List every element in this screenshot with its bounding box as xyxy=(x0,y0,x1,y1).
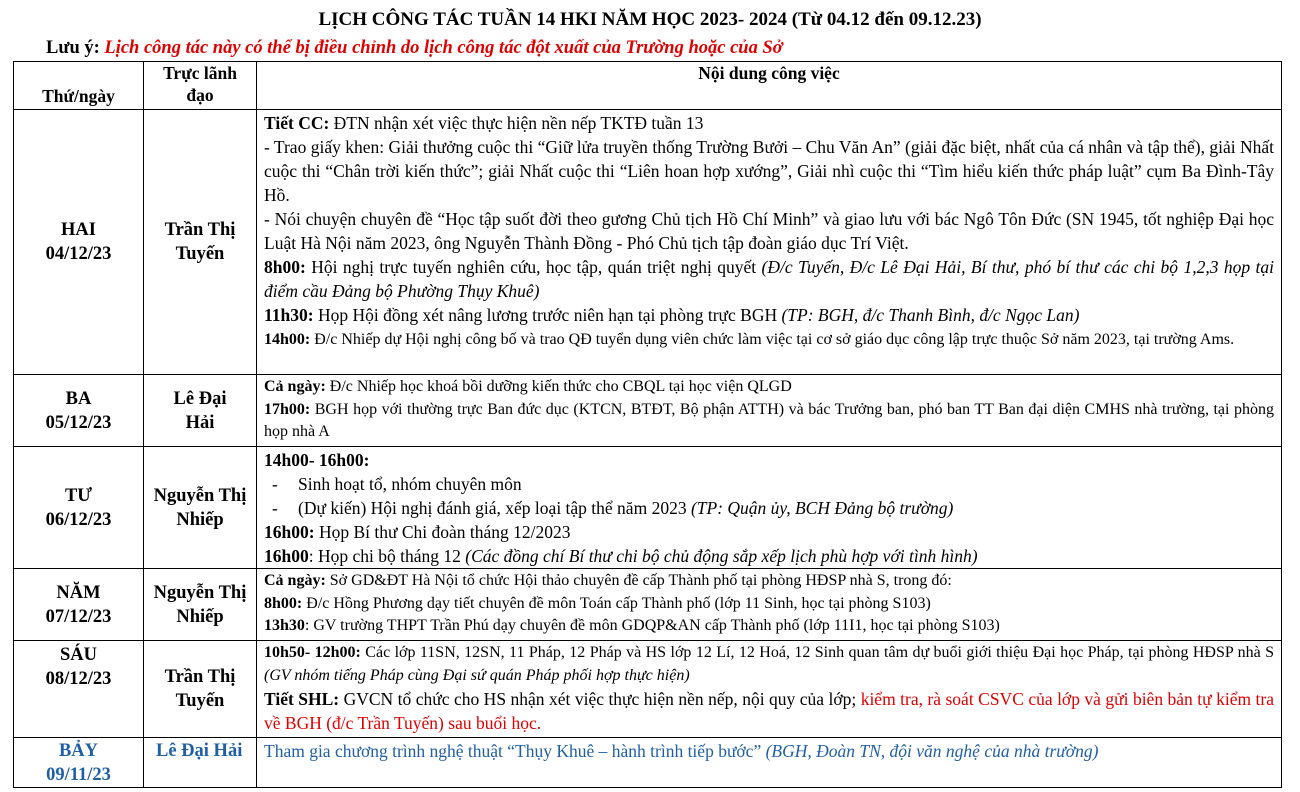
day-name: BẢY xyxy=(58,740,99,761)
task-text: GVCN tổ chức cho HS nhận xét việc thực hiện nền nếp, nội quy của lớp; xyxy=(339,689,861,709)
leader-cell: Nguyễn Thị Nhiếp xyxy=(144,569,257,641)
task-text: Đ/c Nhiếp học khoá bồi dưỡng kiến thức cho CBQL tại học viện QLGD xyxy=(325,378,792,395)
time-label: Tiết CC: xyxy=(264,113,330,133)
day-name: BA xyxy=(65,388,92,409)
task-text: - Trao giấy khen: Giải thưởng cuộc thi “Giữ lửa truyền thống Trường Bưởi – Chu Văn An” (giải đặc biệt, nhất của cá nhân và tập thể), giải Nhất cuộc thi “Chân trời kiến thức”; giải Nhất cuộc thi “Liên hoan hợp xướng”, Giải nhì cuộc thi “Tìm hiểu kiến thức pháp luật” cụm Ba Đình-Tây Hồ. xyxy=(264,137,1274,205)
table-row xyxy=(14,375,1282,447)
task-text: Đ/c Nhiếp dự Hội nghị công bố và trao QĐ tuyển dụng viên chức làm việc tại cơ sở giáo dục công lập trực thuộc Sở năm 2023, tại trường Ams. xyxy=(310,331,1235,348)
time-label: 8h00: xyxy=(264,594,303,612)
day-date: 04/12/23 xyxy=(45,244,112,264)
task-text: ĐTN nhận xét việc thực hiện nền nếp TKTĐ tuần 13 xyxy=(329,113,704,133)
table-row xyxy=(14,569,1282,641)
task-text: Đ/c Hồng Phương dạy tiết chuyên đề môn Toán cấp Thành phố (lớp 11 Sinh, học tại phòng S103) xyxy=(302,594,931,612)
time-label: 11h30: xyxy=(264,305,314,325)
task-text: (Dự kiến) Hội nghị đánh giá, xếp loại tập thể năm 2023 xyxy=(298,498,691,518)
day-cell xyxy=(14,447,144,569)
time-label: 16h00: xyxy=(264,522,315,542)
day-date: 05/12/23 xyxy=(45,412,112,433)
time-label: 13h30 xyxy=(264,617,305,634)
note-text: Lịch công tác này có thể bị điều chỉnh do lịch công tác đột xuất của Trường hoặc của Sở xyxy=(104,38,783,58)
leader-cell: Trần Thị Tuyến xyxy=(144,110,257,375)
task-text: Hội nghị trực tuyến nghiên cứu, học tập, quán triệt nghị quyết xyxy=(305,257,762,277)
note-line xyxy=(46,37,783,59)
leader-cell: Lê Đại Hải xyxy=(144,738,257,788)
bullet-dash: - xyxy=(272,474,278,494)
day-name: HAI xyxy=(61,220,96,240)
note-label: Lưu ý: xyxy=(46,38,105,58)
time-label: 17h00: xyxy=(264,400,311,418)
time-label: 8h00: xyxy=(264,257,306,277)
content-cell xyxy=(257,738,1282,788)
task-text: - Nói chuyện chuyên đề “Học tập suốt đời theo gương Chủ tịch Hồ Chí Minh” và giao lưu với bác Ngô Tôn Đức (SN 1945, tốt nghiệp Đại học Luật Hà Nội năm 2023, ông Nguyễn Thành Đồng - Phó Chủ tịch tập đoàn giáo dục Trí Việt. xyxy=(264,209,1274,253)
table-row xyxy=(14,738,1282,788)
content-cell xyxy=(257,110,1282,375)
content-cell xyxy=(257,569,1282,641)
day-name: SÁU xyxy=(59,645,97,665)
day-name: NĂM xyxy=(56,582,101,603)
time-label: 14h00- 16h00: xyxy=(264,450,370,470)
task-note: (GV nhóm tiếng Pháp cùng Đại sứ quán Pháp phối hợp thực hiện) xyxy=(264,666,690,684)
day-date: 07/12/23 xyxy=(45,606,112,627)
content-cell xyxy=(257,375,1282,447)
time-label: Cả ngày: xyxy=(264,378,326,395)
content-cell xyxy=(257,641,1282,738)
header-row xyxy=(14,62,1282,110)
task-note: (TP: Quận ủy, BCH Đảng bộ trường) xyxy=(690,498,954,518)
header-leader: Trực lãnh đạo xyxy=(144,62,257,110)
task-text: : Họp chi bộ tháng 12 xyxy=(308,546,466,566)
schedule-table xyxy=(13,61,1282,788)
day-cell xyxy=(14,375,144,447)
day-cell xyxy=(14,641,144,738)
content-cell xyxy=(257,447,1282,569)
header-content: Nội dung công việc xyxy=(257,62,1282,110)
day-cell xyxy=(14,569,144,641)
task-text: Họp Hội đồng xét nâng lương trước niên hạn tại phòng trực BGH xyxy=(313,305,782,325)
task-note: (TP: BGH, đ/c Thanh Bình, đ/c Ngọc Lan) xyxy=(781,305,1080,325)
time-label: 10h50- 12h00: xyxy=(264,644,361,661)
time-label: Cả ngày: xyxy=(264,572,326,589)
day-date: 09/11/23 xyxy=(46,764,111,785)
task-text: Các lớp 11SN, 12SN, 11 Pháp, 12 Pháp và HS lớp 12 Lí, 12 Hoá, 12 Sinh quan tâm dự buổi giới thiệu Đại học Pháp, tại phòng HĐSP nhà S xyxy=(360,644,1274,661)
task-text: : GV trường THPT Trần Phú dạy chuyên đề môn GDQP&AN cấp Thành phố (lớp 11I1, học tại phòng S103) xyxy=(304,617,1000,634)
task-highlight: kiểm tra, rà soát CSVC của lớp và gửi biên bản tự kiểm tra về BGH (đ/c Trần Tuyến) sau buổi học. xyxy=(264,689,1274,733)
day-date: 06/12/23 xyxy=(45,509,112,530)
task-note: (Các đồng chí Bí thư chi bộ chủ động sắp xếp lịch phù hợp với tình hình) xyxy=(465,546,978,566)
day-name: TƯ xyxy=(64,485,93,506)
day-cell xyxy=(14,738,144,788)
day-date: 08/12/23 xyxy=(45,669,112,689)
table-row xyxy=(14,110,1282,375)
time-label: 16h00 xyxy=(264,546,309,566)
task-note: (BGH, Đoàn TN, đội văn nghệ của nhà trường) xyxy=(765,741,1099,761)
leader-cell: Nguyễn Thị Nhiếp xyxy=(144,447,257,569)
leader-cell: Lê Đại Hải xyxy=(144,375,257,447)
table-row xyxy=(14,641,1282,738)
page-title: LỊCH CÔNG TÁC TUẦN 14 HKI NĂM HỌC 2023- 2024 (Từ 04.12 đến 09.12.23) xyxy=(318,9,982,30)
task-text: BGH họp với thường trực Ban đức dục (KTCN, BTĐT, Bộ phận ATTH) và bác Trưởng ban, phó ban TT Ban đại diện CMHS nhà trường, tại phòng họp nhà A xyxy=(264,400,1274,440)
task-text: Sở GD&ĐT Hà Nội tổ chức Hội thảo chuyên đề cấp Thành phố tại phòng HĐSP nhà S, trong đó: xyxy=(325,572,952,589)
task-text: Tham gia chương trình nghệ thuật “Thụy Khuê – hành trình tiếp bước” xyxy=(264,741,766,761)
task-note: (Đ/c Tuyến, Đ/c Lê Đại Hải, Bí thư, phó bí thư các chi bộ 1,2,3 họp tại điểm cầu Đảng bộ Phường Thụy Khuê) xyxy=(264,257,1275,301)
day-cell xyxy=(14,110,144,375)
bullet-dash: - xyxy=(272,498,278,518)
time-label: Tiết SHL: xyxy=(264,689,340,709)
time-label: 14h00: xyxy=(264,331,311,348)
leader-cell: Trần Thị Tuyến xyxy=(144,641,257,738)
task-text: Họp Bí thư Chi đoàn tháng 12/2023 xyxy=(314,522,571,542)
task-text: Sinh hoạt tổ, nhóm chuyên môn xyxy=(298,474,522,494)
table-row xyxy=(14,447,1282,569)
header-day: Thứ/ngày xyxy=(14,62,144,110)
